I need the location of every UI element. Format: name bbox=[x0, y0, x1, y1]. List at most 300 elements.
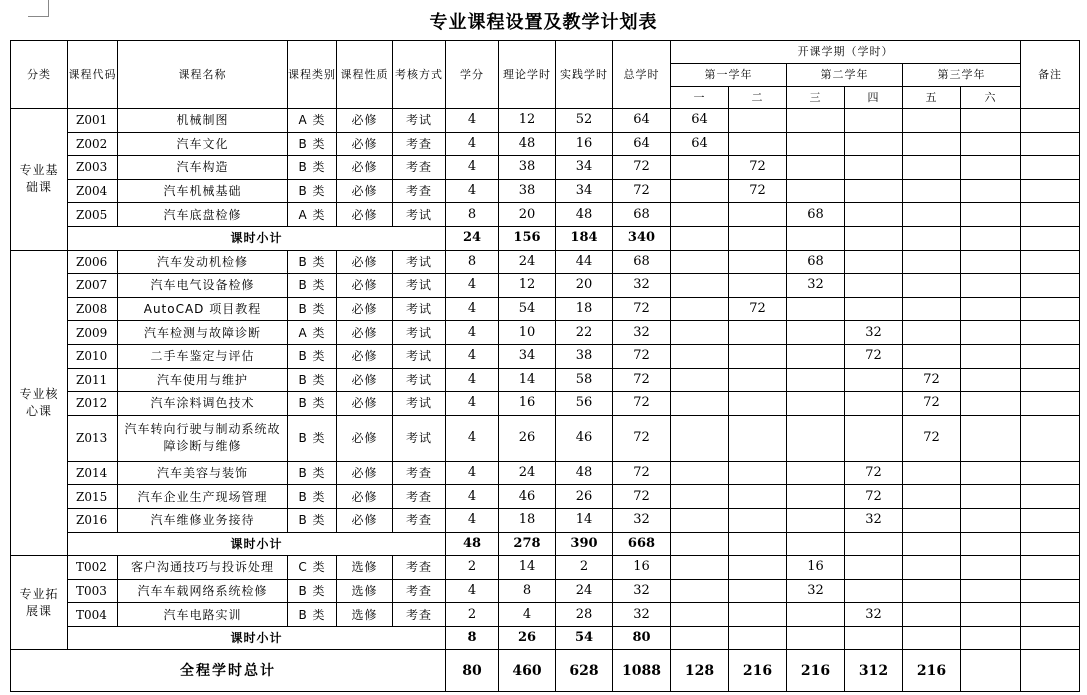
theory-hours: 12 bbox=[499, 274, 556, 298]
term-hours bbox=[903, 603, 961, 627]
course-name: 汽车维修业务接待 bbox=[118, 508, 288, 532]
course-name: 汽车企业生产现场管理 bbox=[118, 485, 288, 509]
course-code: Z005 bbox=[68, 203, 118, 227]
term-hours bbox=[903, 485, 961, 509]
term-hours bbox=[845, 274, 903, 298]
exam-method: 考查 bbox=[393, 179, 446, 203]
theory-hours: 10 bbox=[499, 321, 556, 345]
practice-hours: 18 bbox=[556, 297, 613, 321]
course-code: Z007 bbox=[68, 274, 118, 298]
remarks-cell bbox=[1021, 321, 1080, 345]
header-nature: 课程性质 bbox=[337, 41, 393, 109]
practice-hours: 46 bbox=[556, 415, 613, 461]
term-hours bbox=[845, 297, 903, 321]
theory-hours: 16 bbox=[499, 392, 556, 416]
course-name: 汽车构造 bbox=[118, 156, 288, 180]
course-nature: 必修 bbox=[337, 415, 393, 461]
course-name: 汽车电路实训 bbox=[118, 603, 288, 627]
term-hours bbox=[729, 321, 787, 345]
course-name: 机械制图 bbox=[118, 109, 288, 133]
term-hours bbox=[845, 415, 903, 461]
credits: 2 bbox=[446, 556, 499, 580]
page-title: 专业课程设置及教学计划表 bbox=[429, 12, 658, 33]
header-row-1 bbox=[11, 41, 1080, 64]
table-row bbox=[11, 274, 1080, 298]
course-code: T004 bbox=[68, 603, 118, 627]
theory-hours: 38 bbox=[499, 179, 556, 203]
theory-hours: 46 bbox=[499, 485, 556, 509]
total-hours: 16 bbox=[613, 556, 671, 580]
header-code: 课程代码 bbox=[68, 41, 118, 109]
term-hours bbox=[961, 344, 1021, 368]
category-label: 专业拓展课 bbox=[11, 556, 68, 650]
grand-total-hours: 1088 bbox=[613, 650, 671, 692]
header-remarks: 备注 bbox=[1021, 41, 1080, 109]
course-code: Z002 bbox=[68, 132, 118, 156]
theory-hours: 38 bbox=[499, 156, 556, 180]
total-hours: 32 bbox=[613, 508, 671, 532]
term-hours bbox=[961, 508, 1021, 532]
practice-hours: 16 bbox=[556, 132, 613, 156]
term-hours bbox=[787, 415, 845, 461]
remarks-cell bbox=[1021, 179, 1080, 203]
credits: 4 bbox=[446, 392, 499, 416]
term-hours: 32 bbox=[845, 603, 903, 627]
header-exam: 考核方式 bbox=[393, 41, 446, 109]
total-hours: 72 bbox=[613, 461, 671, 485]
remarks-cell bbox=[1021, 603, 1080, 627]
exam-method: 考查 bbox=[393, 556, 446, 580]
practice-hours: 38 bbox=[556, 344, 613, 368]
practice-hours: 34 bbox=[556, 179, 613, 203]
exam-method: 考试 bbox=[393, 321, 446, 345]
remarks-cell bbox=[1021, 508, 1080, 532]
total-hours: 68 bbox=[613, 203, 671, 227]
total-hours: 72 bbox=[613, 156, 671, 180]
grand-total-term-hours: 312 bbox=[845, 650, 903, 692]
credits: 4 bbox=[446, 297, 499, 321]
course-type: B 类 bbox=[288, 274, 337, 298]
term-hours bbox=[961, 368, 1021, 392]
grand-total-term-hours: 216 bbox=[903, 650, 961, 692]
credits: 4 bbox=[446, 132, 499, 156]
term-hours: 72 bbox=[903, 368, 961, 392]
term-hours bbox=[729, 250, 787, 274]
course-code: Z001 bbox=[68, 109, 118, 133]
exam-method: 考试 bbox=[393, 109, 446, 133]
term-hours bbox=[961, 603, 1021, 627]
course-nature: 必修 bbox=[337, 109, 393, 133]
term-hours: 32 bbox=[787, 579, 845, 603]
header-credits: 学分 bbox=[446, 41, 499, 109]
term-hours bbox=[961, 579, 1021, 603]
subtotal-row bbox=[11, 532, 1080, 556]
subtotal-label: 课时小计 bbox=[68, 532, 446, 556]
header-year-1: 第一学年 bbox=[671, 64, 787, 87]
header-type: 课程类别 bbox=[288, 41, 337, 109]
term-hours bbox=[903, 250, 961, 274]
practice-hours: 26 bbox=[556, 485, 613, 509]
total-hours: 72 bbox=[613, 415, 671, 461]
term-hours bbox=[671, 415, 729, 461]
remarks-cell bbox=[1021, 415, 1080, 461]
term-hours bbox=[671, 250, 729, 274]
exam-method: 考查 bbox=[393, 603, 446, 627]
term-hours: 32 bbox=[845, 321, 903, 345]
remarks-cell bbox=[1021, 344, 1080, 368]
term-hours bbox=[961, 179, 1021, 203]
credits: 8 bbox=[446, 250, 499, 274]
table-row bbox=[11, 485, 1080, 509]
credits: 4 bbox=[446, 344, 499, 368]
term-hours bbox=[845, 226, 903, 250]
course-name: 汽车电气设备检修 bbox=[118, 274, 288, 298]
subtotal-total: 668 bbox=[613, 532, 671, 556]
term-hours bbox=[845, 156, 903, 180]
term-hours bbox=[961, 203, 1021, 227]
credits: 4 bbox=[446, 274, 499, 298]
practice-hours: 28 bbox=[556, 603, 613, 627]
subtotal-label: 课时小计 bbox=[68, 626, 446, 650]
term-hours bbox=[729, 226, 787, 250]
subtotal-theory: 26 bbox=[499, 626, 556, 650]
grand-total-term-hours: 216 bbox=[729, 650, 787, 692]
subtotal-credits: 24 bbox=[446, 226, 499, 250]
course-type: B 类 bbox=[288, 179, 337, 203]
course-name: 汽车车载网络系统检修 bbox=[118, 579, 288, 603]
course-type: A 类 bbox=[288, 321, 337, 345]
term-hours bbox=[787, 485, 845, 509]
practice-hours: 20 bbox=[556, 274, 613, 298]
course-nature: 必修 bbox=[337, 179, 393, 203]
course-code: Z012 bbox=[68, 392, 118, 416]
term-hours bbox=[671, 321, 729, 345]
term-hours bbox=[845, 109, 903, 133]
course-nature: 必修 bbox=[337, 368, 393, 392]
term-hours bbox=[845, 179, 903, 203]
term-hours bbox=[671, 203, 729, 227]
term-hours bbox=[961, 321, 1021, 345]
header-term: 六 bbox=[961, 87, 1021, 109]
remarks-cell bbox=[1021, 485, 1080, 509]
term-hours bbox=[729, 344, 787, 368]
remarks-cell bbox=[1021, 532, 1080, 556]
term-hours: 32 bbox=[845, 508, 903, 532]
exam-method: 考试 bbox=[393, 344, 446, 368]
term-hours bbox=[729, 603, 787, 627]
remarks-cell bbox=[1021, 132, 1080, 156]
grand-total-term-hours bbox=[961, 650, 1021, 692]
subtotal-row bbox=[11, 626, 1080, 650]
exam-method: 考试 bbox=[393, 274, 446, 298]
subtotal-total: 340 bbox=[613, 226, 671, 250]
total-hours: 64 bbox=[613, 132, 671, 156]
total-hours: 72 bbox=[613, 179, 671, 203]
course-code: Z006 bbox=[68, 250, 118, 274]
term-hours bbox=[729, 532, 787, 556]
term-hours bbox=[961, 226, 1021, 250]
header-term: 三 bbox=[787, 87, 845, 109]
term-hours bbox=[903, 179, 961, 203]
term-hours bbox=[845, 368, 903, 392]
term-hours bbox=[787, 603, 845, 627]
total-hours: 64 bbox=[613, 109, 671, 133]
term-hours bbox=[729, 368, 787, 392]
category-label: 专业核心课 bbox=[11, 250, 68, 556]
term-hours bbox=[729, 132, 787, 156]
term-hours bbox=[845, 532, 903, 556]
course-name: 汽车文化 bbox=[118, 132, 288, 156]
term-hours bbox=[903, 556, 961, 580]
term-hours: 16 bbox=[787, 556, 845, 580]
total-hours: 72 bbox=[613, 297, 671, 321]
term-hours: 64 bbox=[671, 132, 729, 156]
term-hours bbox=[671, 626, 729, 650]
term-hours bbox=[729, 415, 787, 461]
practice-hours: 24 bbox=[556, 579, 613, 603]
term-hours bbox=[961, 556, 1021, 580]
credits: 4 bbox=[446, 156, 499, 180]
course-nature: 必修 bbox=[337, 461, 393, 485]
credits: 4 bbox=[446, 179, 499, 203]
term-hours: 72 bbox=[729, 297, 787, 321]
course-name: 汽车发动机检修 bbox=[118, 250, 288, 274]
theory-hours: 24 bbox=[499, 461, 556, 485]
term-hours bbox=[787, 626, 845, 650]
grand-total-term-hours: 128 bbox=[671, 650, 729, 692]
course-type: A 类 bbox=[288, 109, 337, 133]
term-hours bbox=[903, 297, 961, 321]
theory-hours: 48 bbox=[499, 132, 556, 156]
course-code: Z008 bbox=[68, 297, 118, 321]
term-hours bbox=[903, 626, 961, 650]
term-hours bbox=[845, 626, 903, 650]
course-code: Z013 bbox=[68, 415, 118, 461]
practice-hours: 52 bbox=[556, 109, 613, 133]
course-code: T002 bbox=[68, 556, 118, 580]
term-hours bbox=[787, 132, 845, 156]
course-code: Z004 bbox=[68, 179, 118, 203]
term-hours bbox=[729, 556, 787, 580]
course-nature: 必修 bbox=[337, 203, 393, 227]
header-total: 总学时 bbox=[613, 41, 671, 109]
course-nature: 选修 bbox=[337, 603, 393, 627]
table-row bbox=[11, 132, 1080, 156]
term-hours bbox=[961, 461, 1021, 485]
subtotal-theory: 156 bbox=[499, 226, 556, 250]
term-hours bbox=[961, 156, 1021, 180]
theory-hours: 14 bbox=[499, 368, 556, 392]
term-hours bbox=[671, 532, 729, 556]
exam-method: 考查 bbox=[393, 579, 446, 603]
term-hours bbox=[903, 203, 961, 227]
course-type: B 类 bbox=[288, 485, 337, 509]
practice-hours: 48 bbox=[556, 461, 613, 485]
header-term: 四 bbox=[845, 87, 903, 109]
exam-method: 考试 bbox=[393, 297, 446, 321]
course-name: 汽车机械基础 bbox=[118, 179, 288, 203]
term-hours bbox=[671, 226, 729, 250]
course-nature: 必修 bbox=[337, 321, 393, 345]
term-hours bbox=[787, 226, 845, 250]
term-hours bbox=[845, 203, 903, 227]
term-hours: 68 bbox=[787, 203, 845, 227]
credits: 4 bbox=[446, 109, 499, 133]
course-nature: 必修 bbox=[337, 485, 393, 509]
term-hours bbox=[961, 392, 1021, 416]
credits: 4 bbox=[446, 415, 499, 461]
table-row bbox=[11, 321, 1080, 345]
term-hours bbox=[729, 274, 787, 298]
remarks-cell bbox=[1021, 274, 1080, 298]
course-nature: 必修 bbox=[337, 297, 393, 321]
term-hours: 72 bbox=[729, 156, 787, 180]
course-type: B 类 bbox=[288, 508, 337, 532]
remarks-cell bbox=[1021, 203, 1080, 227]
term-hours bbox=[729, 579, 787, 603]
course-type: B 类 bbox=[288, 132, 337, 156]
subtotal-theory: 278 bbox=[499, 532, 556, 556]
remarks-cell bbox=[1021, 297, 1080, 321]
table-row bbox=[11, 368, 1080, 392]
credits: 4 bbox=[446, 579, 499, 603]
term-hours bbox=[903, 579, 961, 603]
course-type: B 类 bbox=[288, 156, 337, 180]
course-type: A 类 bbox=[288, 203, 337, 227]
term-hours bbox=[961, 415, 1021, 461]
practice-hours: 58 bbox=[556, 368, 613, 392]
term-hours bbox=[671, 508, 729, 532]
term-hours bbox=[903, 156, 961, 180]
course-nature: 必修 bbox=[337, 508, 393, 532]
term-hours bbox=[961, 532, 1021, 556]
theory-hours: 4 bbox=[499, 603, 556, 627]
course-type: B 类 bbox=[288, 603, 337, 627]
header-term: 二 bbox=[729, 87, 787, 109]
course-type: B 类 bbox=[288, 368, 337, 392]
course-name: 汽车检测与故障诊断 bbox=[118, 321, 288, 345]
total-hours: 32 bbox=[613, 274, 671, 298]
curriculum-table bbox=[10, 40, 1080, 692]
header-term: 五 bbox=[903, 87, 961, 109]
total-hours: 72 bbox=[613, 392, 671, 416]
subtotal-practice: 184 bbox=[556, 226, 613, 250]
category-label: 专业基础课 bbox=[11, 109, 68, 251]
remarks-cell bbox=[1021, 156, 1080, 180]
remarks-cell bbox=[1021, 250, 1080, 274]
practice-hours: 56 bbox=[556, 392, 613, 416]
term-hours bbox=[845, 250, 903, 274]
course-code: Z014 bbox=[68, 461, 118, 485]
term-hours bbox=[961, 250, 1021, 274]
term-hours bbox=[903, 109, 961, 133]
remarks-cell bbox=[1021, 556, 1080, 580]
course-code: Z011 bbox=[68, 368, 118, 392]
term-hours: 32 bbox=[787, 274, 845, 298]
term-hours: 72 bbox=[845, 344, 903, 368]
term-hours bbox=[903, 321, 961, 345]
header-schedule: 开课学期（学时） bbox=[671, 41, 1021, 64]
course-code: Z009 bbox=[68, 321, 118, 345]
term-hours bbox=[787, 156, 845, 180]
header-name: 课程名称 bbox=[118, 41, 288, 109]
exam-method: 考试 bbox=[393, 203, 446, 227]
term-hours bbox=[903, 274, 961, 298]
theory-hours: 20 bbox=[499, 203, 556, 227]
theory-hours: 12 bbox=[499, 109, 556, 133]
course-code: Z016 bbox=[68, 508, 118, 532]
term-hours: 68 bbox=[787, 250, 845, 274]
term-hours bbox=[671, 156, 729, 180]
course-code: Z010 bbox=[68, 344, 118, 368]
term-hours bbox=[729, 203, 787, 227]
course-name: 二手车鉴定与评估 bbox=[118, 344, 288, 368]
remarks-cell bbox=[1021, 226, 1080, 250]
table-row bbox=[11, 156, 1080, 180]
credits: 4 bbox=[446, 368, 499, 392]
term-hours bbox=[671, 392, 729, 416]
remarks-cell bbox=[1021, 461, 1080, 485]
course-type: C 类 bbox=[288, 556, 337, 580]
course-name: 汽车涂料调色技术 bbox=[118, 392, 288, 416]
practice-hours: 44 bbox=[556, 250, 613, 274]
grand-total-row bbox=[11, 650, 1080, 692]
term-hours bbox=[961, 626, 1021, 650]
course-nature: 选修 bbox=[337, 579, 393, 603]
term-hours bbox=[671, 603, 729, 627]
grand-total-term-hours: 216 bbox=[787, 650, 845, 692]
table-row bbox=[11, 556, 1080, 580]
term-hours bbox=[671, 274, 729, 298]
term-hours: 72 bbox=[729, 179, 787, 203]
table-row bbox=[11, 297, 1080, 321]
subtotal-total: 80 bbox=[613, 626, 671, 650]
term-hours bbox=[961, 109, 1021, 133]
theory-hours: 14 bbox=[499, 556, 556, 580]
credits: 4 bbox=[446, 321, 499, 345]
term-hours: 72 bbox=[845, 461, 903, 485]
course-nature: 必修 bbox=[337, 132, 393, 156]
grand-total-practice: 628 bbox=[556, 650, 613, 692]
term-hours bbox=[787, 179, 845, 203]
credits: 2 bbox=[446, 603, 499, 627]
subtotal-practice: 390 bbox=[556, 532, 613, 556]
term-hours bbox=[845, 579, 903, 603]
term-hours: 72 bbox=[903, 415, 961, 461]
grand-total-theory: 460 bbox=[499, 650, 556, 692]
remarks-cell bbox=[1021, 392, 1080, 416]
term-hours: 72 bbox=[903, 392, 961, 416]
term-hours bbox=[729, 485, 787, 509]
term-hours bbox=[787, 508, 845, 532]
exam-method: 考试 bbox=[393, 415, 446, 461]
total-hours: 32 bbox=[613, 579, 671, 603]
course-type: B 类 bbox=[288, 415, 337, 461]
total-hours: 72 bbox=[613, 368, 671, 392]
term-hours: 72 bbox=[845, 485, 903, 509]
course-code: T003 bbox=[68, 579, 118, 603]
table-row bbox=[11, 109, 1080, 133]
theory-hours: 34 bbox=[499, 344, 556, 368]
course-type: B 类 bbox=[288, 461, 337, 485]
table-row bbox=[11, 508, 1080, 532]
course-type: B 类 bbox=[288, 250, 337, 274]
theory-hours: 8 bbox=[499, 579, 556, 603]
total-hours: 32 bbox=[613, 321, 671, 345]
grand-total-label: 全程学时总计 bbox=[11, 650, 446, 692]
term-hours bbox=[787, 321, 845, 345]
term-hours bbox=[729, 461, 787, 485]
